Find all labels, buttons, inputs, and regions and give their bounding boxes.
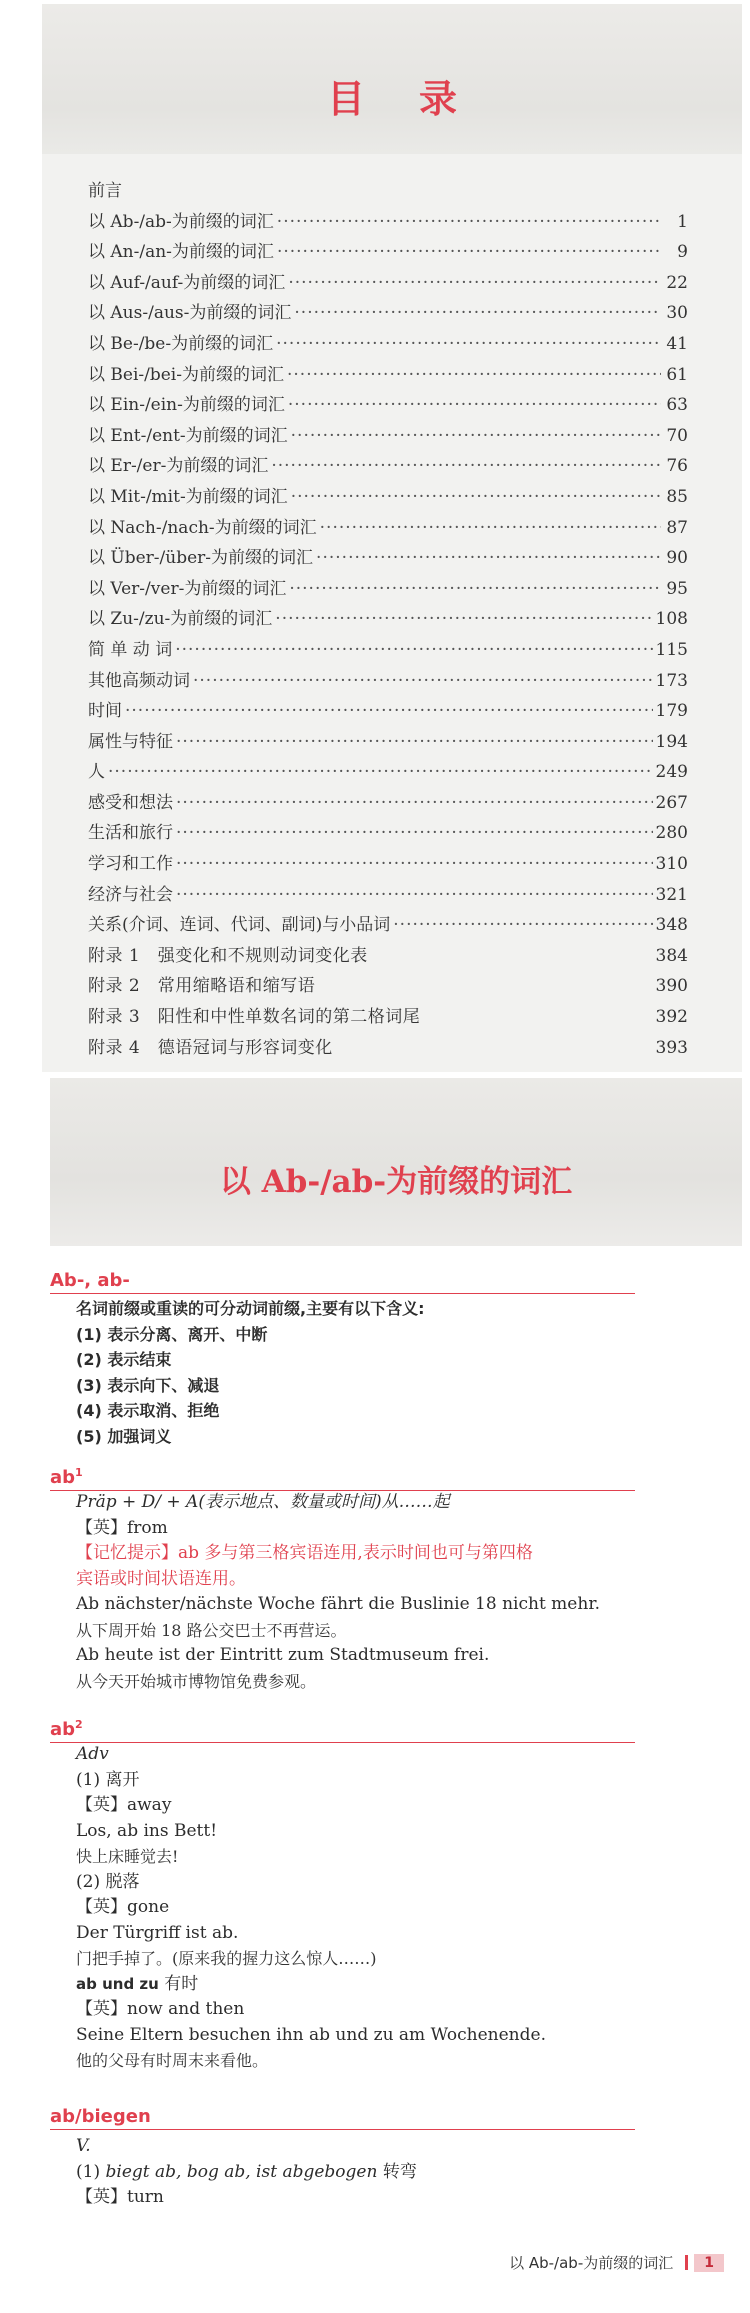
- english-gloss: 【英】away: [76, 1795, 172, 1815]
- toc-leader-dots: [294, 298, 661, 329]
- toc-item-page: 87: [666, 517, 688, 538]
- toc-item[interactable]: [88, 513, 688, 544]
- toc-item-label: 以 Über-/über-为前缀的词汇: [88, 548, 314, 569]
- toc-item[interactable]: [88, 1002, 688, 1033]
- entry-line: (1) 表示分离、离开、中断: [76, 1324, 268, 1344]
- entry-line: (5) 加强词义: [76, 1426, 172, 1446]
- toc-item-page: 393: [655, 1037, 688, 1058]
- toc-item-page: 90: [666, 548, 688, 569]
- toc-item-label: 关系(介词、连词、代词、副词)与小品词: [88, 915, 391, 936]
- toc-item-page: 267: [655, 792, 688, 813]
- entry-line: (2) 表示结束: [76, 1350, 172, 1369]
- toc-leader-dots: [125, 696, 653, 727]
- toc-item[interactable]: [88, 880, 688, 911]
- sense-2: (2) 脱落: [76, 1871, 140, 1892]
- table-of-contents: [42, 4, 742, 1072]
- toc-item[interactable]: [88, 1033, 688, 1064]
- toc-item-page: 70: [666, 425, 688, 446]
- example-german: Seine Eltern besuchen ihn ab und zu am Wochenende.: [76, 2024, 546, 2045]
- toc-list: [88, 176, 688, 1063]
- toc-item[interactable]: [88, 451, 688, 482]
- toc-item[interactable]: [88, 298, 688, 329]
- toc-item-label: 以 Bei-/bei-为前缀的词汇: [88, 364, 284, 385]
- toc-leader-dots: [108, 757, 653, 788]
- toc-item-label: 以 Er-/er-为前缀的词汇: [88, 456, 269, 477]
- toc-item[interactable]: [88, 971, 688, 1002]
- chapter-title: 以 Ab-/ab-为前缀的词汇: [219, 1164, 573, 1200]
- entry-line: 名词前缀或重读的可分动词前缀,主要有以下含义:: [76, 1299, 425, 1318]
- entry-ab2-body: [76, 1742, 716, 2074]
- toc-item-label: 学习和工作: [88, 854, 173, 875]
- entry-head-ab-prefix: Ab-, ab-: [50, 1270, 635, 1294]
- toc-item-label: 以 Auf-/auf-为前缀的词汇: [88, 272, 286, 293]
- toc-item[interactable]: [88, 176, 688, 207]
- entry-line: (3) 表示向下、减退: [76, 1375, 220, 1395]
- toc-item-label: 其他高频动词: [88, 670, 190, 691]
- toc-item-label: 前言: [88, 181, 122, 201]
- toc-item-label: 附录 3 阳性和中性单数名词的第二格词尾: [88, 1007, 421, 1028]
- headword-index: 1: [75, 1466, 83, 1479]
- phrase: ab und zu: [76, 1974, 159, 1993]
- phrase-line: [76, 1972, 716, 1998]
- toc-title: 目录: [326, 77, 511, 121]
- toc-item-label: 感受和想法: [88, 792, 173, 813]
- toc-leader-dots: [320, 513, 661, 544]
- entry-head-abbiegen: ab/biegen: [50, 2106, 635, 2130]
- headword: ab: [50, 1467, 76, 1488]
- toc-item-page: 310: [655, 854, 688, 875]
- entry-line: (4) 表示取消、拒绝: [76, 1401, 220, 1420]
- toc-item-page: 390: [655, 976, 688, 997]
- toc-leader-dots: [316, 543, 661, 574]
- toc-item-label: 简 单 动 词: [88, 639, 173, 660]
- toc-item-page: 1: [677, 211, 688, 232]
- sense-number: (1): [76, 2161, 101, 2182]
- footer-chapter-label: 以 Ab-/ab-为前缀的词汇: [509, 2254, 674, 2272]
- toc-item-page: 61: [666, 364, 688, 385]
- toc-item[interactable]: [88, 329, 688, 360]
- example-chinese: 快上床睡觉去!: [76, 1847, 179, 1866]
- toc-item[interactable]: [88, 421, 688, 452]
- toc-item[interactable]: [88, 268, 688, 299]
- sense-meaning: 转弯: [382, 2161, 417, 2182]
- entry-abbiegen-body: [76, 2134, 716, 2211]
- toc-item-page: 108: [655, 609, 688, 630]
- verb-forms: biegt ab, bog ab, ist abgebogen: [105, 2161, 378, 2182]
- toc-leader-dots: [176, 727, 653, 758]
- toc-item-label: 以 Zu-/zu-为前缀的词汇: [88, 609, 273, 630]
- memory-tip: 宾语或时间状语连用。: [76, 1568, 246, 1589]
- entry-head-ab2: [50, 1714, 635, 1743]
- toc-item-page: 173: [655, 670, 688, 691]
- toc-item-page: 30: [666, 303, 688, 324]
- toc-item-page: 41: [666, 333, 688, 354]
- toc-item[interactable]: [88, 941, 688, 972]
- toc-item-page: 321: [655, 884, 688, 905]
- toc-item-label: 时间: [88, 701, 122, 722]
- example-chinese: 从今天开始城市博物馆免费参观。: [76, 1671, 317, 1691]
- toc-item-page: 348: [655, 915, 688, 936]
- toc-item-label: 生活和旅行: [88, 823, 173, 844]
- toc-item[interactable]: [88, 635, 688, 666]
- example-chinese: 从下周开始 18 路公交巴士不再营运。: [76, 1620, 347, 1640]
- toc-item-page: 85: [666, 486, 688, 507]
- headword: ab: [50, 1719, 76, 1740]
- english-gloss: 【英】gone: [76, 1897, 170, 1917]
- toc-leader-dots: [287, 360, 661, 391]
- toc-item-page: 194: [655, 731, 688, 752]
- toc-item[interactable]: [88, 604, 688, 635]
- toc-item-label: 以 Nach-/nach-为前缀的词汇: [88, 517, 317, 538]
- toc-item[interactable]: [88, 849, 688, 880]
- english-gloss: 【英】now and then: [76, 1999, 245, 2019]
- toc-leader-dots: [275, 604, 652, 635]
- toc-item-page: 95: [666, 578, 688, 599]
- toc-leader-dots: [276, 329, 661, 360]
- toc-item-page: 280: [655, 823, 688, 844]
- chapter-banner: [50, 1078, 742, 1246]
- toc-item-label: 附录 4 德语冠词与形容词变化: [88, 1037, 333, 1058]
- toc-leader-dots: [176, 849, 653, 880]
- toc-leader-dots: [291, 421, 661, 452]
- page-number: 1: [694, 2254, 724, 2272]
- toc-item[interactable]: [88, 910, 688, 941]
- toc-item-label: 附录 2 常用缩略语和缩写语: [88, 976, 316, 997]
- toc-item-label: 经济与社会: [88, 884, 173, 905]
- english-gloss: 【英】from: [76, 1517, 168, 1538]
- toc-item-label: 以 Mit-/mit-为前缀的词汇: [88, 486, 288, 507]
- toc-leader-dots: [175, 635, 652, 666]
- toc-item[interactable]: [88, 207, 688, 238]
- toc-item[interactable]: [88, 666, 688, 697]
- toc-leader-dots: [193, 666, 653, 697]
- entry-ab-prefix-body: [76, 1296, 716, 1449]
- toc-item-page: 9: [677, 242, 688, 263]
- entry-ab1-body: [76, 1490, 716, 1694]
- toc-item-label: 以 Aus-/aus-为前缀的词汇: [88, 303, 292, 324]
- toc-item[interactable]: [88, 390, 688, 421]
- toc-item[interactable]: [88, 360, 688, 391]
- toc-leader-dots: [176, 788, 653, 819]
- toc-leader-dots: [277, 237, 661, 268]
- toc-item-page: 76: [666, 456, 688, 477]
- toc-leader-dots: [277, 207, 661, 238]
- toc-item[interactable]: [88, 482, 688, 513]
- grammar-line: Präp + D/ + A(表示地点、数量或时间)从……起: [76, 1492, 450, 1512]
- phrase-meaning: 有时: [164, 1973, 199, 1994]
- footer-divider: [685, 2255, 688, 2270]
- toc-item-page: 179: [655, 701, 688, 722]
- example-german: Los, ab ins Bett!: [76, 1820, 218, 1841]
- headword-index: 2: [75, 1718, 83, 1731]
- toc-banner: [42, 4, 742, 154]
- toc-leader-dots: [393, 910, 652, 941]
- example-german: Der Türgriff ist ab.: [76, 1922, 239, 1943]
- toc-item[interactable]: [88, 574, 688, 605]
- page-footer: [509, 2252, 724, 2273]
- toc-item[interactable]: [88, 757, 688, 788]
- toc-item-label: 以 Be-/be-为前缀的词汇: [88, 333, 274, 354]
- toc-item-label: 以 Ein-/ein-为前缀的词汇: [88, 395, 285, 416]
- toc-item[interactable]: [88, 696, 688, 727]
- toc-item-label: 以 Ent-/ent-为前缀的词汇: [88, 425, 288, 446]
- toc-item[interactable]: [88, 727, 688, 758]
- english-gloss: 【英】turn: [76, 2187, 164, 2207]
- toc-item-label: 以 Ab-/ab-为前缀的词汇: [88, 211, 274, 232]
- entry-head-ab1: [50, 1462, 635, 1491]
- sense-1: [76, 2160, 716, 2186]
- toc-item-page: 22: [666, 272, 688, 293]
- toc-leader-dots: [291, 482, 661, 513]
- toc-item-label: 以 An-/an-为前缀的词汇: [88, 242, 274, 263]
- part-of-speech: Adv: [76, 1744, 109, 1764]
- example-chinese: 他的父母有时周末来看他。: [76, 2051, 269, 2070]
- toc-item[interactable]: [88, 237, 688, 268]
- toc-item-label: 附录 1 强变化和不规则动词变化表: [88, 945, 368, 966]
- chapter-page: [50, 1078, 742, 2302]
- example-german: Ab nächster/nächste Woche fährt die Buslinie 18 nicht mehr.: [76, 1594, 600, 1614]
- toc-leader-dots: [288, 390, 661, 421]
- toc-item[interactable]: [88, 788, 688, 819]
- toc-item-page: 392: [655, 1007, 688, 1028]
- toc-leader-dots: [176, 818, 653, 849]
- toc-leader-dots: [289, 574, 661, 605]
- toc-item[interactable]: [88, 543, 688, 574]
- toc-leader-dots: [288, 268, 661, 299]
- toc-item-label: 以 Ver-/ver-为前缀的词汇: [88, 578, 287, 599]
- toc-item-label: 属性与特征: [88, 731, 173, 752]
- toc-item-page: 115: [655, 639, 688, 660]
- toc-item-label: 人: [88, 762, 105, 783]
- part-of-speech: V.: [76, 2136, 91, 2156]
- example-german: Ab heute ist der Eintritt zum Stadtmuseum frei.: [76, 1645, 490, 1665]
- sense-1: (1) 离开: [76, 1769, 140, 1790]
- toc-item[interactable]: [88, 818, 688, 849]
- toc-item-page: 249: [655, 762, 688, 783]
- memory-tip: 【记忆提示】ab 多与第三格宾语连用,表示时间也可与第四格: [76, 1543, 533, 1563]
- toc-item-page: 63: [666, 395, 688, 416]
- example-chinese: 门把手掉了。(原来我的握力这么惊人……): [76, 1949, 377, 1968]
- toc-item-page: 384: [655, 945, 688, 966]
- toc-leader-dots: [271, 451, 661, 482]
- toc-leader-dots: [176, 880, 653, 911]
